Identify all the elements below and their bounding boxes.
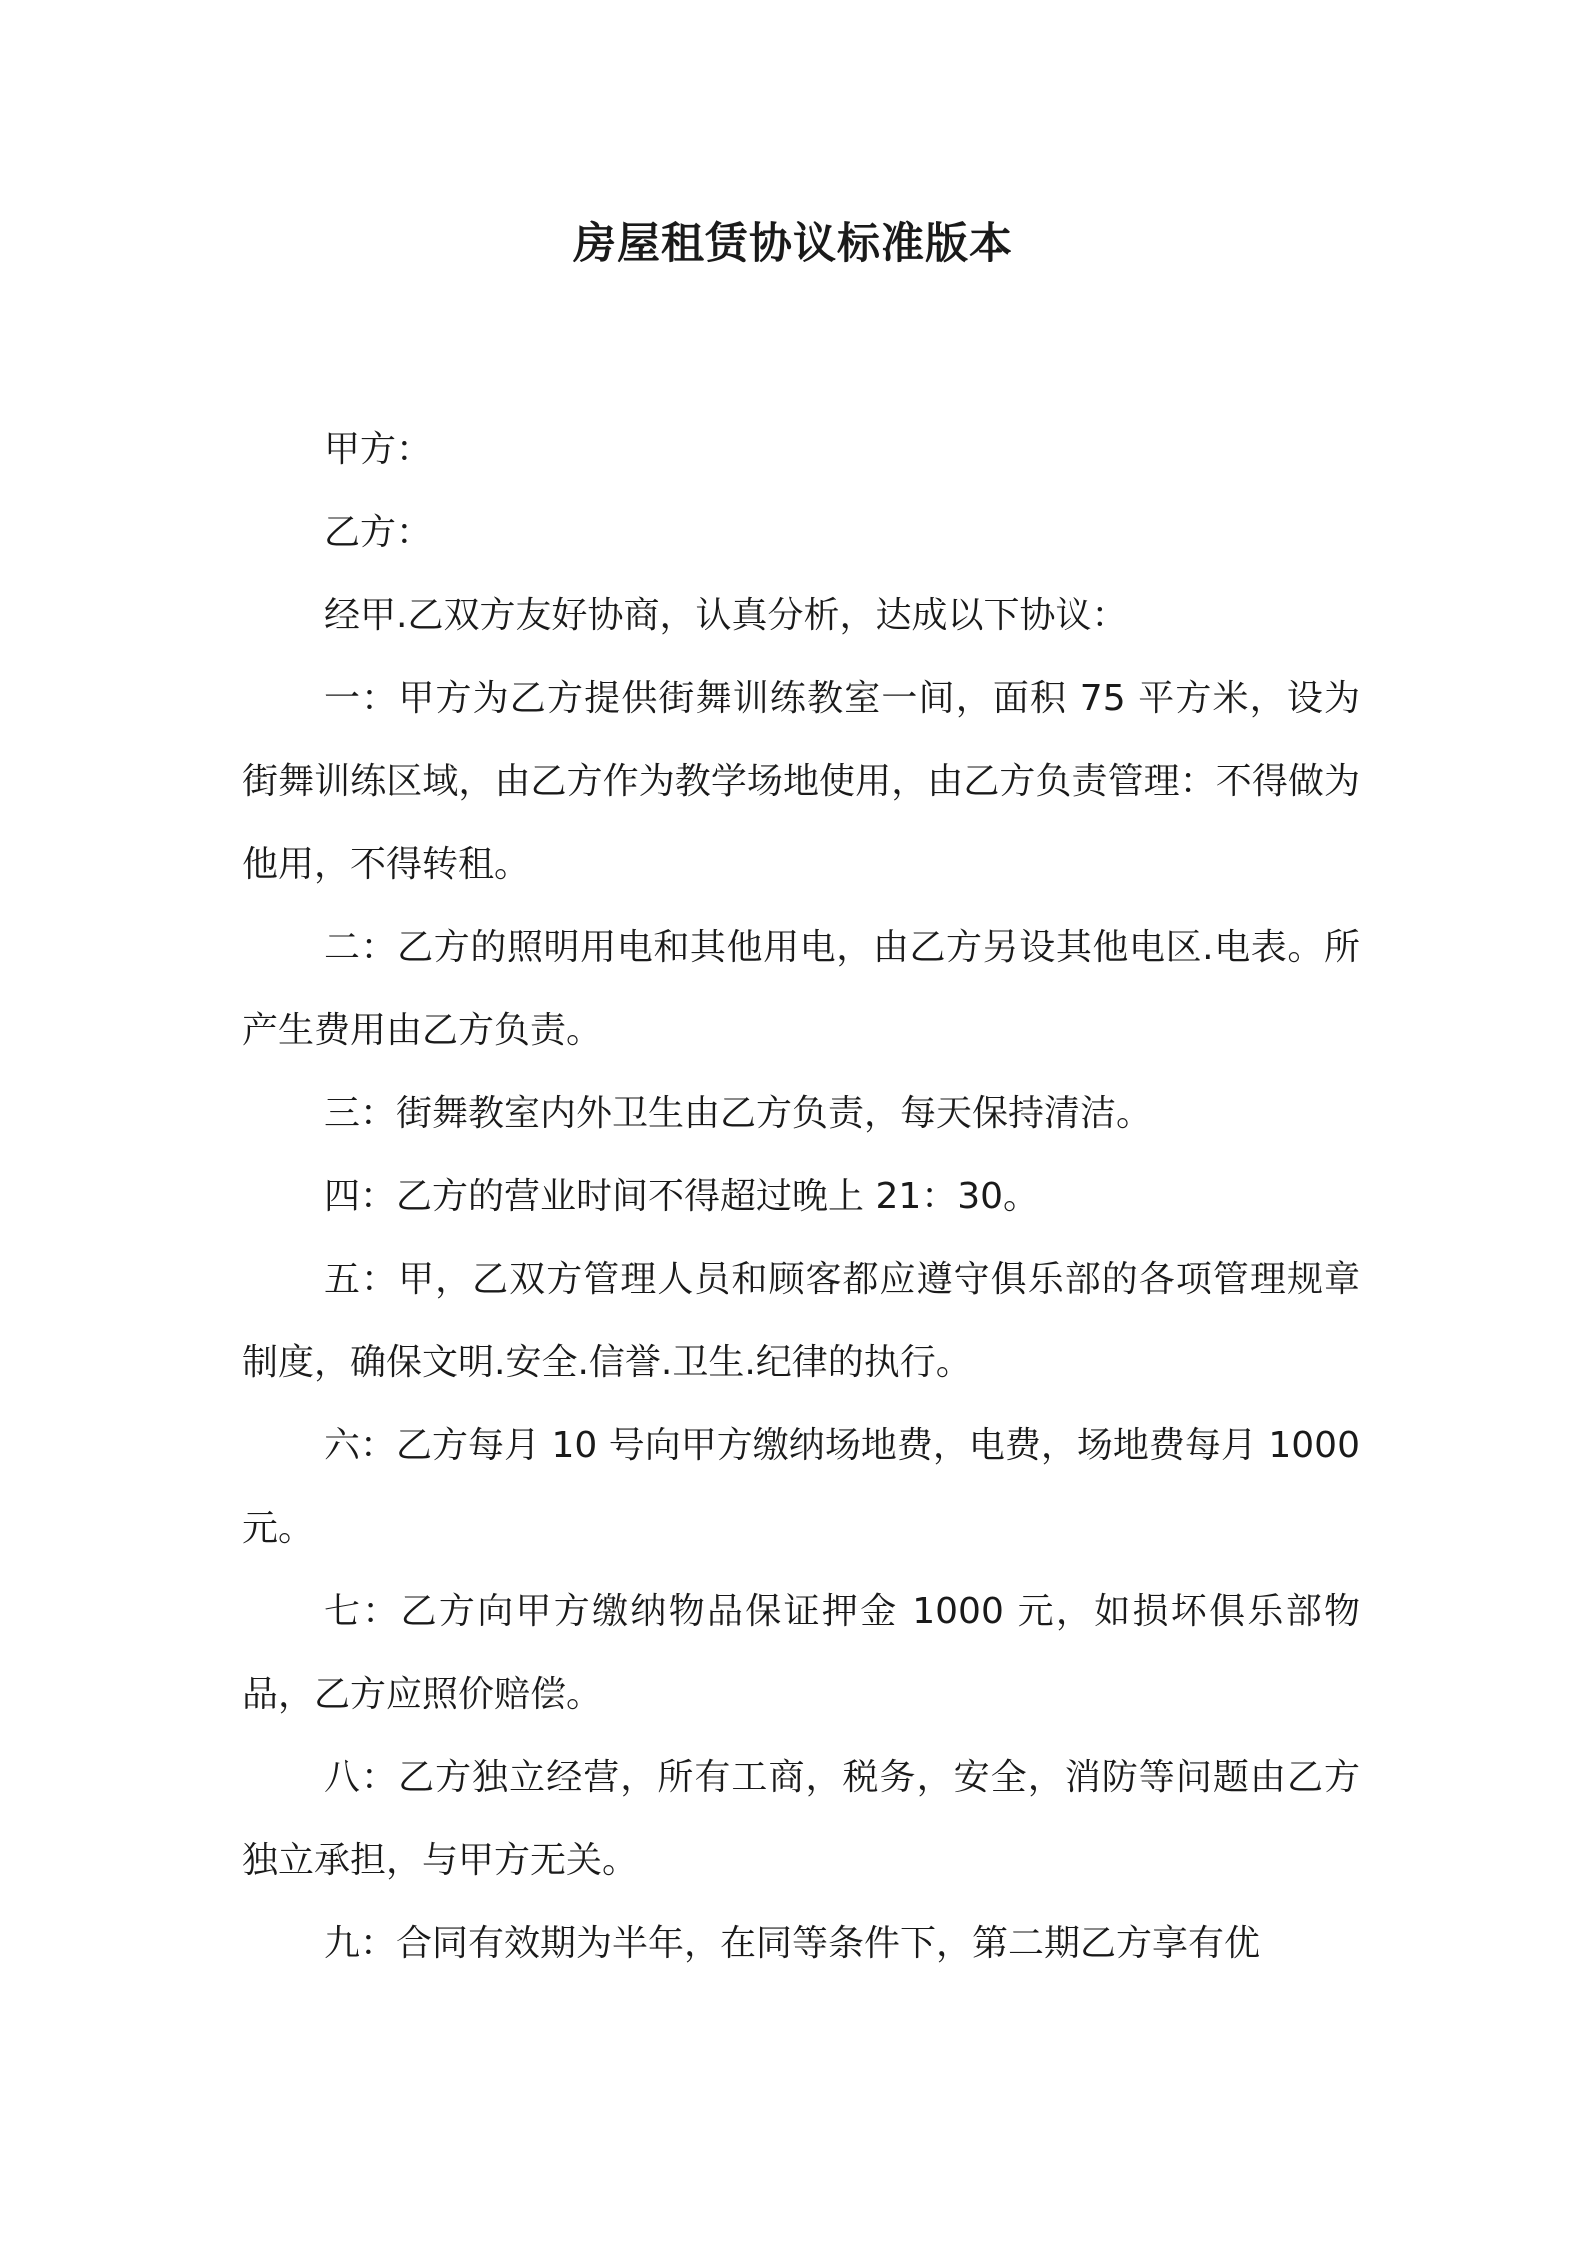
clause-2: 二：乙方的照明用电和其他用电，由乙方另设其他电区.电表。所产生费用由乙方负责。	[242, 927, 1360, 1051]
clause-6: 六：乙方每月 10 号向甲方缴纳场地费，电费，场地费每月 1000 元。	[242, 1425, 1360, 1549]
document-title: 房屋租赁协议标准版本	[573, 219, 1013, 269]
clause-3: 三：街舞教室内外卫生由乙方负责，每天保持清洁。	[324, 1093, 1153, 1134]
party-a-line: 甲方：	[324, 429, 433, 470]
party-b-line: 乙方：	[324, 512, 433, 553]
clause-1: 一：甲方为乙方提供街舞训练教室一间，面积 75 平方米，设为街舞训练区域，由乙方作为教学场地使用，由乙方负责管理：不得做为他用，不得转租。	[242, 678, 1360, 885]
clause-9: 九：合同有效期为半年，在同等条件下，第二期乙方享有优	[324, 1923, 1261, 1964]
clause-5: 五：甲，乙双方管理人员和顾客都应遵守俱乐部的各项管理规章制度，确保文明.安全.信誉.卫生.纪律的执行。	[242, 1259, 1360, 1383]
clause-7: 七：乙方向甲方缴纳物品保证押金 1000 元，如损坏俱乐部物品，乙方应照价赔偿。	[242, 1591, 1360, 1715]
document-body	[242, 408, 1360, 1985]
clause-8: 八：乙方独立经营，所有工商，税务，安全，消防等问题由乙方独立承担，与甲方无关。	[242, 1757, 1360, 1881]
intro-paragraph: 经甲.乙双方友好协商，认真分析，达成以下协议：	[324, 595, 1128, 636]
clause-4: 四：乙方的营业时间不得超过晚上 21：30。	[324, 1176, 1040, 1217]
